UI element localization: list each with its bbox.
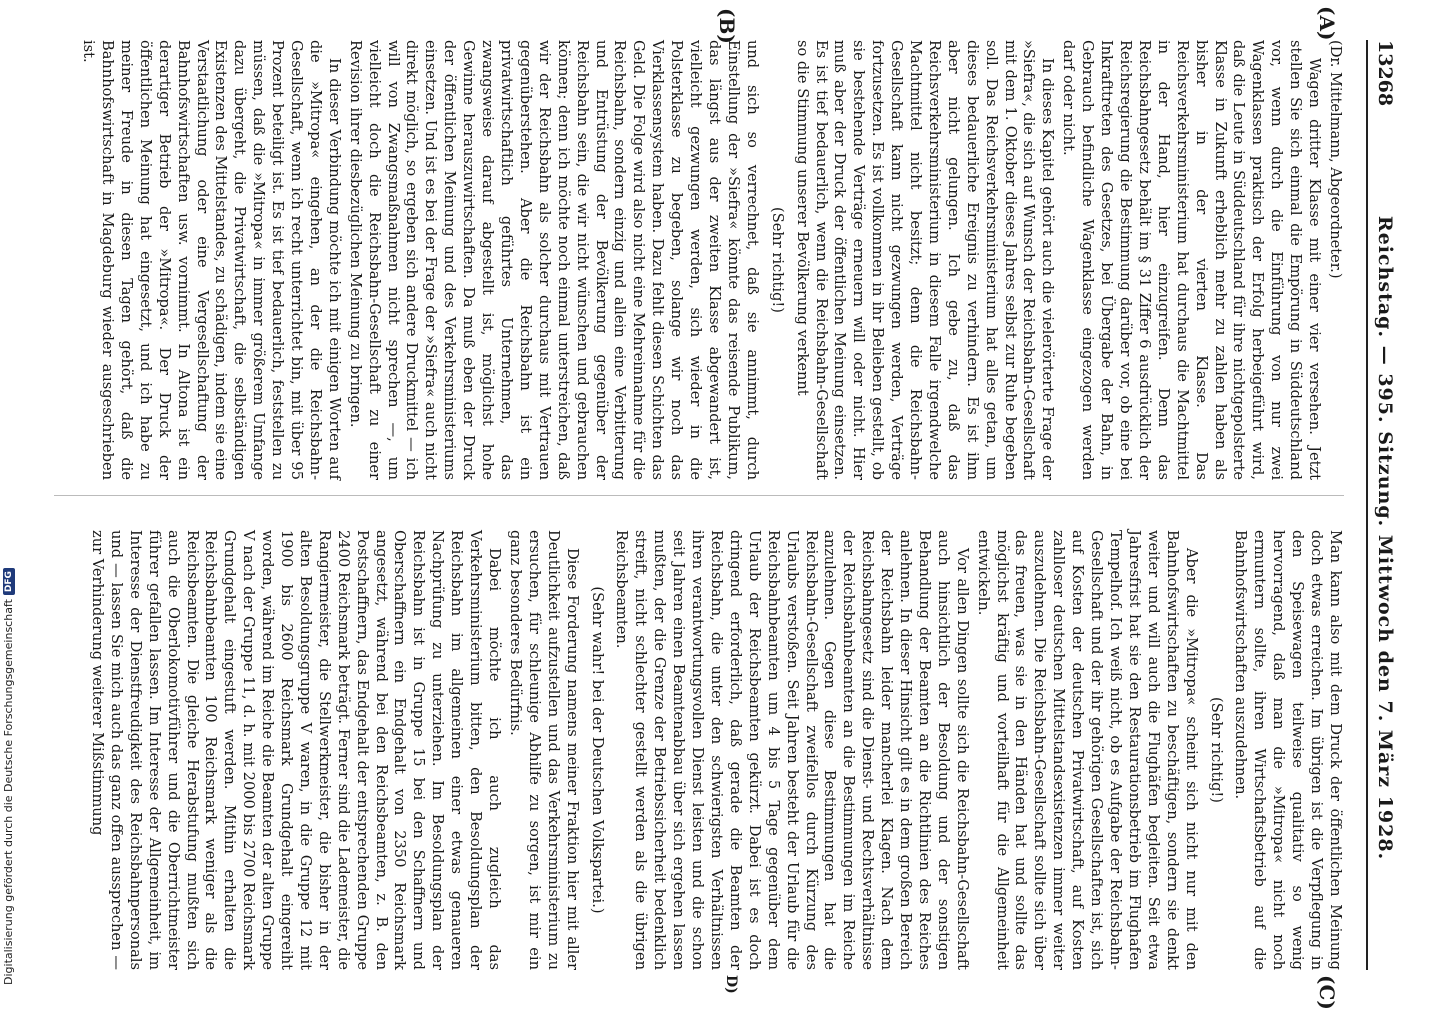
- left-column: [76, 40, 1344, 480]
- interjection: (Sehr wahr! bei der Deutschen Volkspartei.): [588, 586, 606, 914]
- paragraph: und sich so verrechnet, daß sie annimmt, durch Einstellung der »Siefra« könnte das reisende Publikum, das längst aus der zweiten Klasse abgewandert ist, vielleicht gezwungen werden, sich wieder in die Polsterklasse zu begeben, solange wir noch das Vierklassensystem haben. Dazu fehlt diesen Schichten das Geld. Die Folge wird also nicht eine Mehreinnahme für die Reichsbahn, sondern einzig und allein eine Verbitterung und Entrüstung der Bevölkerung gegenüber der Reichsbahn sein, die wir nicht wünschen und gebrauchen können; denn ich möchte noch einmal unterstreichen, daß wir der Reichsbahn als solcher durchaus mit Vertrauen gegenüberstehen. Aber die Reichsbahn ist ein privatwirtschaftlich geführtes Unternehmen, das zwangsweise darauf abgestellt ist, möglichst hohe Gewinne herauszuwirtschaften. Da muß eben der Druck der öffentlichen Meinung und des Verkehrsministeriums einsetzen. Und ist es bei der Frage der »Siefra« auch nicht direkt möglich, so ergeben sich andere Druckmittel — ich will von Zwangsmaßnahmen nicht sprechen —, um vielleicht doch die Reichsbahn-Gesellschaft zu einer Revision ihrer diesbezüglichen Meinung zu bringen.: [346, 40, 761, 480]
- margin-marker-a: (A): [1315, 6, 1339, 41]
- right-column: [85, 530, 1344, 970]
- paragraph: Vor allen Dingen sollte sich die Reichsbahn-Gesellschaft auch hinsichtlich der Besoldung und der sonstigen Behandlung der Beamten an die Richtlinien des Reiches anlehnen. In dieser Hinsicht gilt es in dem großen Bereich der Reichsbahn leider mancherlei Klagen. Nach dem Reichsbahngesetz sind die Dienst- und Rechtsverhältnisse der Reichsbahnbeamten an die Bestimmungen im Reiche anzulehnen. Gegen diese Bestimmungen hat die Reichsbahn-Gesellschaft zweifellos durch Kürzung des Urlaubs verstoßen. Seit Jahren besteht der Urlaub für die Reichsbahnbeamten um 4 bis 5 Tage gegenüber dem Urlaub der Reichsbeamten gekürzt. Dabei ist es doch dringend erforderlich, daß gerade die Beamten der Reichsbahn, die unter den schwierigsten Verhältnissen ihren verantwortungsvollen Dienst leisten und die schon seit Jahren einen Beamtenabbau über sich ergehen lassen mußten, der die Grenze der Betriebssicherheit bedenklich streift, nicht schlechter gestellt werden als die übrigen Reichsbeamten.: [613, 530, 971, 970]
- paragraph: In dieser Verbindung möchte ich mit einigen Worten auf die »Mitropa« eingehen, an der die Reichsbahn-Gesellschaft, wenn ich recht unterrichtet bin, mit über 95 Prozent beteiligt ist. Es ist tief bedauerlich, feststellen zu müssen, daß die »Mitropa« in immer größerem Umfange dazu übergeht, die Privatwirtschaft, die selbständigen Existenzen des Mittelstandes, zu schädigen, indem sie eine Verstaatlichung oder eine Vergesellschaftung der Bahnhofswirtschaften usw. vornimmt. In Altona ist ein derartiger Betrieb der »Mitropa«. Der Druck der öffentlichen Meinung hat eingesetzt, und ich habe zu meiner Freude in diesen Tagen gehört, daß die Bahnhofswirtschaft in Magdeburg wieder ausgeschrieben ist.: [80, 40, 343, 480]
- paragraph: Man kann also mit dem Druck der öffentlichen Meinung doch etwas erreichen. Im übrigen ist die Verpflegung in den Speisewagen teilweise qualitativ so wenig hervorragend, daß man die »Mitropa« nicht noch ermuntern sollte, ihren Wirtschaftsbetrieb auf die Bahnhofswirtschaften auszudehnen.: [1232, 530, 1344, 970]
- paragraph: In dieses Kapitel gehört auch die vielerörterte Frage der »Siefra«, die sich auf Wunsch der Reichsbahn-Gesellschaft mit dem 1. Oktober dieses Jahres selbst zur Ruhe begeben soll. Das Reichsverkehrsministerium hat alles getan, um dieses bedauerliche Ereignis zu verhindern. Es ist ihm aber nicht gelungen. Ich gebe zu, daß das Reichsverkehrsministerium in diesem Falle irgendwelche Machtmittel nicht besitzt; denn die Reichsbahn-Gesellschaft kann nicht gezwungen werden, Verträge fortzusetzen. Es ist vollkommen in ihr Belieben gestellt, ob sie bestehende Verträge erneuern will oder nicht. Hier muß aber der Druck der öffentlichen Meinung einsetzen. Es ist tief bedauerlich, wenn die Reichsbahn-Gesellschaft so die Stimmung unserer Bevölkerung verkennt: [793, 40, 1057, 480]
- digitization-credit: [2, 568, 15, 985]
- paragraph: Diese Forderung namens meiner Fraktion hier mit aller Deutlichkeit aufzustellen und das Verkehrsministerium zu ersuchen, für schleunige Abhilfe zu sorgen, ist mir ein ganz besonderes Bedürfnis.: [506, 530, 581, 970]
- interjection: (Sehr richtig!): [1207, 697, 1225, 803]
- margin-marker-b: (B): [715, 8, 739, 44]
- paragraph: Aber die »Mitropa« scheint sich nicht nur mit den Bahnhofswirtschaften zu beschäftigen, sondern sie denkt weiter und will auch die Flughäfen begleiten. Seit etwa Jahresfrist hat sie den Restaurationsbetrieb im Flughafen Tempelhof. Ich weiß nicht, ob es Aufgabe der Reichsbahn-Gesellschaft und der ihr gehörigen Gesellschaften ist, sich auf Kosten der deutschen Privatwirtschaft, auf Kosten zahlloser deutschen Mittelstandsexistenzen immer weiter auszudehnen. Die Reichsbahn-Gesellschaft sollte sich über das freuen, was sie in den Händen hat und sollte das möglichst kräftig und vorteilhaft für die Allgemeinheit entwickeln.: [974, 530, 1200, 970]
- credit-text: Digitalisierung gefördert durch die Deutsche Forschungsgemeinschaft: [2, 599, 15, 985]
- interjection: (Sehr richtig!): [768, 207, 786, 313]
- page-number: 13268: [1374, 40, 1396, 107]
- page-header: [1366, 40, 1402, 970]
- page-title: Reichstag. — 395. Sitzung. Mittwoch den 7. März 1928.: [1374, 215, 1396, 861]
- margin-marker-d: D): [723, 975, 739, 994]
- dfg-logo-icon: DFG: [3, 568, 15, 595]
- margin-marker-c: (C): [1315, 975, 1339, 1010]
- column-divider: [54, 495, 1344, 496]
- paragraph: Wagen dritter Klasse mit einer vier versehen. Jetzt stellen Sie sich einmal die Empörung in Süddeutschland vor, wenn durch die Einführung von nur zwei Wagenklassen praktisch der Erfolg herbeigeführt wird, daß die Leute in Süddeutschland für ihre nichtgepolsterte Klasse in Zukunft erheblich mehr zu zahlen haben als bisher in der vierten Klasse. Das Reichsverkehrsministerium hat durchaus die Machtmittel in der Hand, hier einzugreifen. Denn das Reichsbahngesetz behält im § 31 Ziffer 6 ausdrücklich der Reichsregierung die Bestimmung darüber vor, ob eine bei Inkrafttreten des Gesetzes, bei Übergabe der Bahn, in Gebrauch befindliche Wagenklasse eingezogen werden darf oder nicht.: [1060, 40, 1324, 480]
- paragraph: Dabei möchte ich auch zugleich das Verkehrsministerium bitten, den Besoldungsplan der Reichsbahn im allgemeinen einer etwas genaueren Nachprüfung zu unterziehen. Im Besoldungsplan der Reichsbahn ist in Gruppe 15 bei den Schaffnern und Oberschaffnern ein Endgehalt von 2350 Reichsmark angesetzt, während bei den Reichsbeamten, z. B. den Postschaffnern, das Endgehalt der entsprechenden Gruppe 2400 Reichsmark beträgt. Ferner sind die Lademeister, die Rangiermeister, die Stellwerkmeister, die bisher in der alten Besoldungsgruppe V waren, in die Gruppe 12 mit 1900 bis 2600 Reichsmark Grundgehalt eingereiht worden, während im Reiche die Beamten der alten Gruppe V nach der Gruppe 11, d. h. mit 2000 bis 2700 Reichsmark Grundgehalt eingestuft werden. Mithin erhalten die Reichsbahnbeamten 100 Reichsmark weniger als die Reichsbeamten. Die gleiche Herabstufung mußten sich auch die Oberlokomotivführer und die Oberrichtmeister führer gefallen lassen. Im Interesse der Allgemeinheit, im Interesse der Dienstfreudigkeit des Reichsbahnpersonals und — lassen Sie mich auch das ganz offen aussprechen — zur Verhinderung weiterer Mißstimmung: [89, 530, 504, 970]
- paragraph: (Dr. Mittelmann, Abgeordneter.): [1327, 40, 1344, 279]
